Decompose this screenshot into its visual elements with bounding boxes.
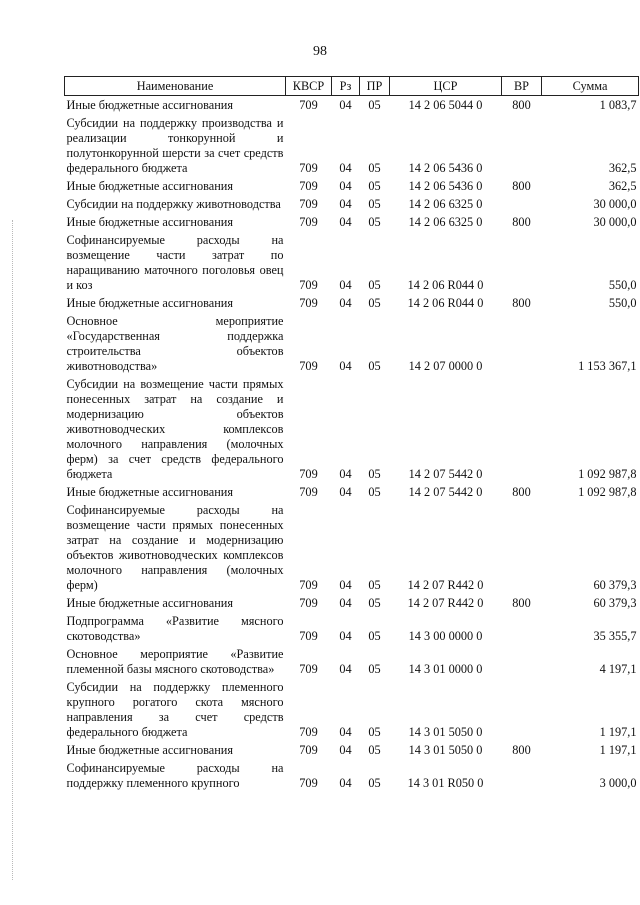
- row-pr: 05: [368, 296, 381, 310]
- row-csr: 14 3 01 5050 0: [408, 743, 483, 757]
- row-kvsr: 709: [299, 197, 318, 211]
- row-name: Иные бюджетные ассигнования: [66, 485, 234, 499]
- row-csr: 14 2 07 5442 0: [408, 485, 483, 499]
- row-name: Иные бюджетные ассигнования: [66, 215, 234, 229]
- header-name: Наименование: [65, 77, 286, 96]
- row-rz: 04: [339, 629, 352, 643]
- row-csr: 14 2 06 5044 0: [408, 98, 483, 112]
- row-pr: 05: [368, 179, 381, 193]
- header-csr: ЦСР: [390, 77, 502, 96]
- table-row: [65, 645, 639, 678]
- row-kvsr: 709: [299, 161, 318, 175]
- row-kvsr: 709: [299, 359, 318, 373]
- row-csr: 14 2 06 6325 0: [408, 215, 483, 229]
- row-name: Софинансируемые расходы на возмещение части прямых понесенных затрат на создание и модернизацию объектов животноводческих комплексов молочного направления (молочных ферм): [66, 503, 284, 592]
- row-pr: 05: [368, 359, 381, 373]
- row-kvsr: 709: [299, 578, 318, 592]
- row-rz: 04: [339, 296, 352, 310]
- row-pr: 05: [368, 215, 381, 229]
- page-number: 98: [313, 44, 327, 59]
- table-body: [65, 96, 639, 793]
- row-csr: 14 2 07 R442 0: [407, 596, 484, 610]
- row-name: Иные бюджетные ассигнования: [66, 743, 234, 757]
- row-vr: [502, 678, 542, 741]
- table-row: [65, 501, 639, 594]
- row-name: Подпрограмма «Развитие мясного скотоводства»: [66, 614, 284, 643]
- table-row: [65, 96, 639, 115]
- row-pr: 05: [368, 467, 381, 481]
- table-row: [65, 483, 639, 501]
- row-csr: 14 3 01 R050 0: [407, 776, 484, 790]
- row-csr: 14 2 06 5436 0: [408, 161, 483, 175]
- row-name: Основное мероприятие «Государственная поддержка строительства объектов животноводства»: [66, 314, 284, 373]
- table-row: [65, 213, 639, 231]
- row-sum: 362,5: [608, 179, 637, 193]
- row-pr: 05: [368, 98, 381, 112]
- row-kvsr: 709: [299, 467, 318, 481]
- row-kvsr: 709: [299, 776, 318, 790]
- row-rz: 04: [339, 359, 352, 373]
- table-row: [65, 312, 639, 375]
- row-vr: 800: [512, 596, 531, 610]
- row-rz: 04: [339, 596, 352, 610]
- row-pr: 05: [368, 161, 381, 175]
- row-rz: 04: [339, 776, 352, 790]
- row-name: Софинансируемые расходы на поддержку племенного крупного: [66, 761, 284, 790]
- table-row: [65, 375, 639, 483]
- header-pr: ПР: [360, 77, 390, 96]
- row-csr: 14 2 06 R044 0: [407, 278, 484, 292]
- table-header: [65, 77, 639, 96]
- row-name: Иные бюджетные ассигнования: [66, 296, 234, 310]
- row-rz: 04: [339, 467, 352, 481]
- row-sum: 1 197,1: [599, 743, 637, 757]
- table-row: [65, 759, 639, 792]
- row-vr: [502, 312, 542, 375]
- row-kvsr: 709: [299, 662, 318, 676]
- table-row: [65, 195, 639, 213]
- row-kvsr: 709: [299, 485, 318, 499]
- row-pr: 05: [368, 776, 381, 790]
- row-sum: 1 153 367,1: [578, 359, 637, 373]
- row-vr: 800: [512, 296, 531, 310]
- row-csr: 14 3 01 0000 0: [408, 662, 483, 676]
- row-sum: 1 092 987,8: [578, 485, 637, 499]
- row-sum: 35 355,7: [593, 629, 637, 643]
- row-vr: [502, 612, 542, 645]
- row-sum: 1 092 987,8: [578, 467, 637, 481]
- row-vr: [502, 759, 542, 792]
- row-name: Софинансируемые расходы на возмещение части затрат по наращиванию маточного поголовья овец и коз: [66, 233, 284, 292]
- table-row: [65, 231, 639, 294]
- row-kvsr: 709: [299, 743, 318, 757]
- row-name: Субсидии на возмещение части прямых понесенных затрат на создание и модернизацию объектов животноводческих комплексов молочного направления (молочных ферм) за счет средств федерального бюджета: [66, 377, 284, 481]
- row-vr: 800: [512, 215, 531, 229]
- table-row: [65, 114, 639, 177]
- row-vr: 800: [512, 485, 531, 499]
- row-pr: 05: [368, 743, 381, 757]
- header-row: [65, 77, 639, 96]
- row-name: Иные бюджетные ассигнования: [66, 596, 234, 610]
- row-sum: 550,0: [608, 296, 637, 310]
- table-row: [65, 678, 639, 741]
- row-pr: 05: [368, 485, 381, 499]
- row-rz: 04: [339, 485, 352, 499]
- row-pr: 05: [368, 662, 381, 676]
- row-vr: [502, 231, 542, 294]
- row-name: Субсидии на поддержку производства и реализации тонкорунной и полутонкорунной шерсти за счет средств федерального бюджета: [66, 116, 284, 175]
- row-pr: 05: [368, 596, 381, 610]
- header-sum: Сумма: [542, 77, 639, 96]
- row-sum: 3 000,0: [599, 776, 637, 790]
- row-sum: 1 083,7: [599, 98, 637, 112]
- row-sum: 30 000,0: [593, 215, 637, 229]
- table-row: [65, 177, 639, 195]
- row-csr: 14 2 06 R044 0: [407, 296, 484, 310]
- row-vr: 800: [512, 98, 531, 112]
- table-row: [65, 741, 639, 759]
- row-pr: 05: [368, 725, 381, 739]
- row-csr: 14 3 00 0000 0: [408, 629, 483, 643]
- header-kvsr: КВСР: [286, 77, 332, 96]
- row-vr: 800: [512, 743, 531, 757]
- row-rz: 04: [339, 278, 352, 292]
- row-sum: 60 379,3: [593, 596, 637, 610]
- row-rz: 04: [339, 215, 352, 229]
- row-vr: [502, 375, 542, 483]
- scan-edge-marks: [12, 220, 14, 880]
- header-rz: Рз: [332, 77, 360, 96]
- row-kvsr: 709: [299, 179, 318, 193]
- row-kvsr: 709: [299, 98, 318, 112]
- row-rz: 04: [339, 98, 352, 112]
- row-rz: 04: [339, 197, 352, 211]
- row-name: Субсидии на поддержку племенного крупного рогатого скота мясного направления за счет средств федерального бюджета: [66, 680, 284, 739]
- row-rz: 04: [339, 725, 352, 739]
- row-sum: 362,5: [608, 161, 637, 175]
- budget-table: [64, 76, 639, 792]
- row-name: Иные бюджетные ассигнования: [66, 179, 234, 193]
- row-kvsr: 709: [299, 296, 318, 310]
- row-name: Основное мероприятие «Развитие племенной базы мясного скотоводства»: [66, 647, 284, 676]
- row-sum: 60 379,3: [593, 578, 637, 592]
- row-vr: [502, 195, 542, 213]
- row-name: Иные бюджетные ассигнования: [66, 98, 234, 112]
- row-pr: 05: [368, 578, 381, 592]
- row-kvsr: 709: [299, 215, 318, 229]
- row-vr: [502, 114, 542, 177]
- row-pr: 05: [368, 629, 381, 643]
- row-rz: 04: [339, 161, 352, 175]
- table-row: [65, 612, 639, 645]
- row-rz: 04: [339, 662, 352, 676]
- table-row: [65, 294, 639, 312]
- row-name: Субсидии на поддержку животноводства: [66, 197, 281, 211]
- header-vr: ВР: [502, 77, 542, 96]
- row-rz: 04: [339, 743, 352, 757]
- row-csr: 14 2 07 R442 0: [407, 578, 484, 592]
- row-csr: 14 2 06 5436 0: [408, 179, 483, 193]
- row-vr: [502, 645, 542, 678]
- row-sum: 30 000,0: [593, 197, 637, 211]
- row-kvsr: 709: [299, 596, 318, 610]
- row-pr: 05: [368, 278, 381, 292]
- row-csr: 14 2 07 0000 0: [408, 359, 483, 373]
- row-vr: [502, 501, 542, 594]
- row-pr: 05: [368, 197, 381, 211]
- row-sum: 1 197,1: [599, 725, 637, 739]
- row-rz: 04: [339, 179, 352, 193]
- row-kvsr: 709: [299, 725, 318, 739]
- row-sum: 550,0: [608, 278, 637, 292]
- row-rz: 04: [339, 578, 352, 592]
- table-row: [65, 594, 639, 612]
- row-sum: 4 197,1: [599, 662, 637, 676]
- row-csr: 14 2 06 6325 0: [408, 197, 483, 211]
- row-csr: 14 2 07 5442 0: [408, 467, 483, 481]
- row-vr: 800: [512, 179, 531, 193]
- row-kvsr: 709: [299, 629, 318, 643]
- row-csr: 14 3 01 5050 0: [408, 725, 483, 739]
- row-kvsr: 709: [299, 278, 318, 292]
